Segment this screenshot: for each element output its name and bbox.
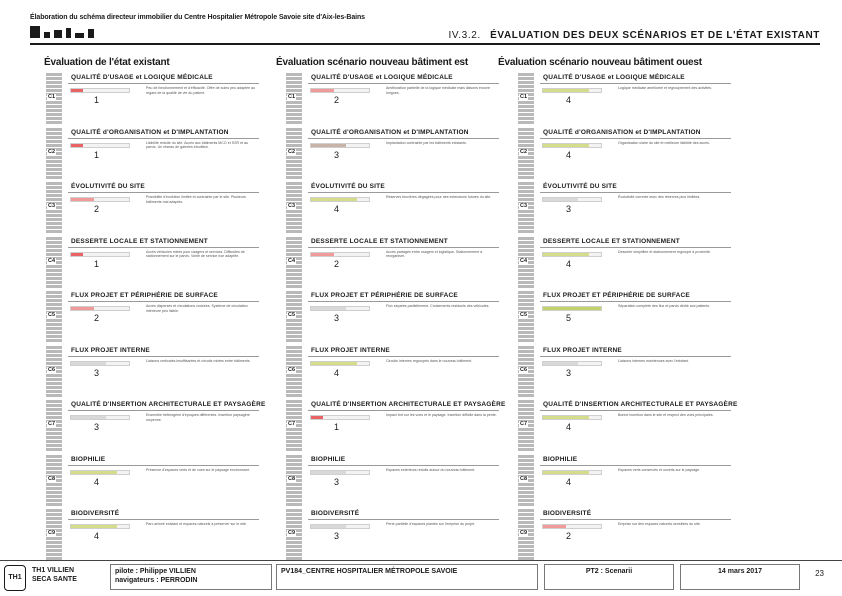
criterion-name: QUALITÉ D'USAGE et LOGIQUE MÉDICALE	[71, 74, 213, 81]
criterion-row	[518, 182, 733, 237]
criterion-rule	[540, 301, 731, 302]
criterion-description: Présence d'espaces verts et de vues sur le paysage environnant.	[146, 467, 250, 472]
score-bar	[70, 306, 130, 311]
criterion-row	[46, 73, 261, 128]
criterion-description: Emprise sur des espaces naturels sensibles du site.	[618, 522, 701, 526]
criterion-description: Accès partagés entre usagers et logistique. Stationnement à réorganiser.	[386, 249, 483, 259]
criterion-description: Perte partielle d'espaces plantés sur l'emprise du projet.	[386, 522, 476, 526]
score-bar-fill	[71, 307, 94, 310]
criterion-name: DESSERTE LOCALE ET STATIONNEMENT	[71, 237, 208, 245]
criterion-name: QUALITÉ D'USAGE et LOGIQUE MÉDICALE	[311, 74, 453, 81]
criterion-id: C9	[48, 530, 56, 536]
criterion-gutter	[518, 237, 534, 289]
criterion-rule	[68, 465, 259, 466]
criterion-score: 3	[566, 204, 572, 214]
criterion-name: QUALITÉ d'ORGANISATION et D'IMPLANTATION	[311, 128, 469, 136]
criterion-score: 1	[94, 95, 100, 105]
criterion-name: QUALITÉ D'USAGE et LOGIQUE MÉDICALE	[543, 74, 685, 81]
column-title-east: Évaluation scénario nouveau bâtiment est	[276, 57, 469, 68]
criterion-score: 2	[94, 313, 100, 323]
score-bar	[310, 415, 370, 420]
criterion-rule	[308, 83, 499, 84]
criterion-id: C8	[288, 475, 296, 482]
criterion-id: C7	[288, 421, 296, 427]
criterion-score: 4	[334, 204, 340, 214]
score-bar	[310, 88, 370, 93]
criterion-name: QUALITÉ D'INSERTION ARCHITECTURALE ET PAYSAGÈRE	[543, 401, 738, 408]
score-bar	[542, 88, 602, 93]
criterion-row	[286, 182, 501, 237]
score-bar-fill	[311, 144, 346, 147]
score-bar-fill	[311, 416, 323, 419]
criterion-row	[46, 509, 261, 564]
criterion-name: DESSERTE LOCALE ET STATIONNEMENT	[311, 237, 448, 245]
criterion-score: 1	[94, 149, 100, 160]
logo-strip	[30, 26, 94, 38]
score-bar-fill	[543, 253, 589, 256]
criterion-id: C4	[288, 257, 296, 264]
criterion-id: C9	[520, 530, 528, 536]
criterion-score: 4	[566, 476, 572, 487]
criterion-description: Parc arboré existant et espaces naturels à préserver sur le site.	[146, 522, 247, 526]
criterion-name: FLUX PROJET INTERNE	[311, 346, 390, 354]
criterion-gutter	[518, 73, 534, 125]
criterion-name: FLUX PROJET ET PÉRIPHÉRIE DE SURFACE	[543, 292, 690, 299]
criterion-rule	[308, 247, 499, 248]
score-bar-fill	[543, 362, 578, 365]
score-bar	[542, 197, 602, 202]
column-title-existing: Évaluation de l'état existant	[44, 57, 170, 68]
criterion-score: 4	[566, 95, 572, 105]
score-bar	[310, 470, 370, 475]
criterion-id: C9	[288, 530, 296, 536]
criterion-description: Bonne insertion dans le site et respect des vues principales.	[618, 413, 714, 417]
criterion-row	[286, 73, 501, 128]
criterion-rule	[540, 356, 731, 357]
criterion-score: 3	[334, 149, 340, 160]
criterion-row	[286, 128, 501, 183]
score-bar-fill	[543, 144, 589, 147]
criterion-gutter	[286, 346, 302, 398]
criterion-id: C2	[520, 148, 528, 155]
score-bar-fill	[71, 144, 83, 147]
section-number: IV.3.2.	[448, 30, 481, 41]
criterion-name: FLUX PROJET INTERNE	[71, 346, 150, 354]
footer-org-line2: SECA SANTE	[32, 576, 77, 583]
header-rule	[30, 43, 820, 45]
criterion-row	[46, 400, 266, 455]
criterion-gutter	[286, 73, 302, 125]
column-east	[286, 73, 506, 564]
score-bar-fill	[71, 525, 117, 528]
criterion-name: QUALITÉ d'ORGANISATION et D'IMPLANTATION	[71, 128, 229, 136]
criterion-id: C1	[48, 94, 56, 100]
criterion-description: Espaces verts conservés et ouverts sur le paysage.	[618, 467, 701, 472]
criterion-name: ÉVOLUTIVITÉ DU SITE	[71, 183, 145, 190]
criterion-row	[518, 291, 733, 346]
criterion-description: Peu de fonctionnement et d'efficacité. Offre de soins peu adaptée au regard de la qualité de vie du patient.	[146, 86, 256, 95]
criterion-gutter	[286, 182, 302, 234]
criterion-rule	[540, 465, 731, 466]
criterion-row	[518, 346, 733, 401]
criterion-score: 2	[566, 531, 572, 541]
score-bar-fill	[311, 253, 334, 256]
criterion-score: 4	[566, 258, 572, 269]
criterion-name: BIODIVERSITÉ	[311, 510, 360, 517]
criterion-gutter	[46, 346, 62, 398]
criterion-description: Circuits internes regroupés dans le nouveau bâtiment.	[386, 358, 473, 363]
criterion-gutter	[46, 291, 62, 343]
criterion-id: C5	[48, 312, 56, 318]
score-bar-fill	[311, 198, 357, 201]
score-bar-fill	[311, 525, 346, 528]
criterion-rule	[68, 192, 259, 193]
score-bar-fill	[311, 89, 334, 92]
criterion-score: 4	[566, 422, 572, 432]
criterion-gutter	[518, 182, 534, 234]
criterion-row	[518, 73, 733, 128]
criterion-name: FLUX PROJET ET PÉRIPHÉRIE DE SURFACE	[311, 292, 458, 299]
criterion-gutter	[46, 509, 62, 561]
criterion-score: 2	[334, 258, 340, 269]
criterion-gutter	[286, 291, 302, 343]
criterion-rule	[68, 356, 259, 357]
score-bar-fill	[543, 307, 601, 310]
criterion-row	[286, 455, 501, 510]
criterion-gutter	[46, 455, 62, 507]
criterion-score: 4	[94, 531, 100, 541]
criterion-id: C1	[520, 94, 528, 100]
score-bar	[542, 470, 602, 475]
footer-team	[110, 564, 272, 590]
criterion-row	[46, 291, 261, 346]
score-bar-fill	[71, 253, 83, 256]
document-title: Élaboration du schéma directeur immobilier du Centre Hospitalier Métropole Savoie site d'Aix-les-Bains	[30, 14, 365, 21]
column-title-west: Évaluation scénario nouveau bâtiment ouest	[498, 57, 702, 68]
criterion-gutter	[46, 400, 62, 452]
score-bar-fill	[311, 362, 357, 365]
criterion-rule	[308, 465, 499, 466]
criterion-row	[286, 400, 506, 455]
criterion-id: C2	[48, 148, 56, 155]
criterion-row	[518, 400, 738, 455]
criterion-name: BIODIVERSITÉ	[71, 510, 120, 517]
criterion-rule	[540, 247, 731, 248]
criterion-id: C3	[288, 203, 296, 209]
score-bar	[542, 306, 602, 311]
score-bar-fill	[311, 307, 346, 310]
score-bar-fill	[71, 416, 106, 419]
th1-logo: TH1	[4, 565, 26, 591]
criterion-gutter	[46, 182, 62, 234]
criterion-id: C8	[48, 475, 56, 482]
score-bar	[542, 361, 602, 366]
score-bar	[70, 361, 130, 366]
score-bar-fill	[71, 362, 106, 365]
score-bar	[70, 252, 130, 257]
score-bar	[310, 361, 370, 366]
score-bar-fill	[543, 525, 566, 528]
criterion-row	[518, 509, 733, 564]
criterion-score: 2	[94, 204, 100, 214]
criterion-id: C7	[520, 421, 528, 427]
score-bar-fill	[543, 416, 589, 419]
criterion-score: 3	[94, 422, 100, 432]
criterion-rule	[68, 138, 259, 139]
footer-project: PV184_CENTRE HOSPITALIER MÉTROPOLE SAVOIE	[276, 564, 538, 590]
score-bar	[70, 524, 130, 529]
criterion-description: Implantation contrainte par les bâtiments existants.	[386, 140, 467, 145]
footer-navigateurs: navigateurs : PERRODIN	[115, 576, 198, 584]
criterion-gutter	[518, 455, 534, 507]
criterion-name: BIOPHILIE	[71, 455, 106, 463]
criterion-description: Accès véhicules mixés pour usagers et services. Difficultés de stationnement sur le parvis. Voirie de service non adaptée.	[146, 249, 245, 259]
score-bar	[542, 524, 602, 529]
criterion-id: C5	[288, 312, 296, 318]
criterion-row	[286, 346, 501, 401]
criterion-name: BIOPHILIE	[311, 455, 346, 463]
criterion-description: Séparation complète des flux et parvis dédié aux patients.	[618, 304, 711, 308]
criterion-row	[518, 128, 733, 183]
criterion-score: 4	[94, 476, 100, 487]
criterion-rule	[308, 519, 499, 520]
criterion-description: Organisation claire du site et meilleure lisibilité des accès.	[618, 140, 710, 145]
criterion-row	[286, 509, 501, 564]
criterion-score: 2	[334, 95, 340, 105]
criterion-score: 3	[334, 476, 340, 487]
criterion-score: 1	[94, 258, 100, 269]
score-bar	[70, 197, 130, 202]
score-bar	[70, 88, 130, 93]
criterion-name: ÉVOLUTIVITÉ DU SITE	[543, 183, 617, 190]
footer-org	[32, 566, 77, 584]
criterion-description: Impact fort sur les vues et le paysage. Insertion difficile dans la pente.	[386, 413, 497, 417]
criterion-row	[46, 182, 261, 237]
criterion-row	[46, 237, 261, 292]
score-bar-fill	[71, 198, 94, 201]
score-bar	[542, 143, 602, 148]
section-title: ÉVALUATION DES DEUX SCÉNARIOS ET DE L'ÉTAT EXISTANT	[490, 30, 820, 41]
criterion-gutter	[286, 128, 302, 180]
criterion-id: C7	[48, 421, 56, 427]
score-bar	[310, 197, 370, 202]
score-bar-fill	[543, 89, 589, 92]
criterion-rule	[68, 301, 259, 302]
criterion-gutter	[518, 291, 534, 343]
score-bar	[542, 252, 602, 257]
score-bar-fill	[543, 198, 578, 201]
criterion-name: FLUX PROJET ET PÉRIPHÉRIE DE SURFACE	[71, 292, 218, 299]
page-number: 23	[815, 569, 824, 578]
criterion-id: C4	[48, 257, 56, 264]
criterion-id: C4	[520, 257, 528, 264]
criterion-name: FLUX PROJET INTERNE	[543, 346, 622, 354]
criterion-name: QUALITÉ d'ORGANISATION et D'IMPLANTATION	[543, 128, 701, 136]
criterion-description: Accès dispersés et circulations croisées. Système de circulation intérieure peu lisible.	[146, 304, 248, 313]
criterion-id: C6	[288, 366, 296, 373]
criterion-score: 3	[334, 531, 340, 541]
criterion-description: Espaces extérieurs réduits autour du nouveau bâtiment.	[386, 467, 476, 472]
score-bar	[70, 143, 130, 148]
score-bar	[70, 470, 130, 475]
criterion-id: C3	[48, 203, 56, 209]
criterion-rule	[68, 519, 259, 520]
criterion-row	[46, 128, 261, 183]
score-bar	[310, 143, 370, 148]
criterion-id: C5	[520, 312, 528, 318]
criterion-name: BIODIVERSITÉ	[543, 510, 592, 517]
criterion-gutter	[286, 400, 302, 452]
criterion-score: 3	[94, 367, 100, 378]
criterion-name: ÉVOLUTIVITÉ DU SITE	[311, 183, 385, 190]
criterion-row	[286, 291, 501, 346]
column-existing	[46, 73, 266, 564]
criterion-id: C6	[520, 366, 528, 373]
criterion-gutter	[518, 400, 534, 452]
criterion-gutter	[518, 509, 534, 561]
criterion-id: C2	[288, 148, 296, 155]
criterion-name: QUALITÉ D'INSERTION ARCHITECTURALE ET PAYSAGÈRE	[311, 401, 506, 408]
score-bar	[70, 415, 130, 420]
criterion-score: 5	[566, 313, 572, 323]
criterion-row	[286, 237, 501, 292]
column-west	[518, 73, 738, 564]
criterion-score: 3	[334, 313, 340, 323]
criterion-name: BIOPHILIE	[543, 455, 578, 463]
criterion-gutter	[46, 73, 62, 125]
criterion-description: Logique médicale améliorée et regroupement des activités.	[618, 86, 713, 90]
criterion-description: Liaisons verticales insuffisantes et circuits mixtes entre bâtiments.	[146, 358, 251, 363]
footer	[0, 560, 842, 596]
criterion-id: C3	[520, 203, 528, 209]
footer-org-line1: TH1 VILLIEN	[32, 567, 75, 574]
criterion-description: Amélioration partielle de la logique médicale mais liaisons encore longues.	[386, 86, 490, 95]
criterion-rule	[308, 192, 499, 193]
criterion-name: DESSERTE LOCALE ET STATIONNEMENT	[543, 237, 680, 245]
criterion-name: QUALITÉ D'INSERTION ARCHITECTURALE ET PAYSAGÈRE	[71, 401, 266, 408]
criterion-description: Possibilité d'évolution limitée et contrainte par le site. Plusieurs bâtiments mal adaptés.	[146, 195, 246, 204]
criterion-description: Flux séparés partiellement. Croisements résiduels des véhicules.	[386, 304, 490, 308]
criterion-gutter	[518, 346, 534, 398]
criterion-description: Ensemble hétérogène d'époques différentes. Insertion paysagère moyenne.	[146, 413, 250, 422]
score-bar	[310, 252, 370, 257]
criterion-gutter	[286, 509, 302, 561]
criterion-id: C1	[288, 94, 296, 100]
score-bar-fill	[71, 471, 117, 474]
criterion-description: Liaisons internes maintenues avec l'existant.	[618, 358, 690, 363]
criterion-rule	[540, 410, 731, 411]
footer-date: 14 mars 2017	[680, 564, 800, 590]
score-bar-fill	[311, 471, 346, 474]
criterion-description: Lisibilité réduite du site. Accès aux bâtiments MCO et SSR et au parvis. Un réseau de galeries étouffant.	[146, 140, 249, 150]
criterion-gutter	[46, 128, 62, 180]
score-bar	[310, 524, 370, 529]
criterion-rule	[540, 192, 731, 193]
criterion-score: 3	[566, 367, 572, 378]
criterion-description: Desserte simplifiée et stationnement regroupé à proximité.	[618, 249, 711, 254]
criterion-row	[46, 455, 261, 510]
criterion-row	[518, 237, 733, 292]
criterion-rule	[540, 519, 731, 520]
criterion-id: C6	[48, 366, 56, 373]
footer-phase: PT2 : Scenarii	[544, 564, 674, 590]
criterion-rule	[540, 138, 731, 139]
score-bar	[542, 415, 602, 420]
criterion-rule	[540, 83, 731, 84]
criterion-rule	[308, 301, 499, 302]
criterion-rule	[308, 410, 499, 411]
criterion-description: Évolutivité correcte avec des réserves plus limitées.	[618, 195, 701, 199]
score-bar-fill	[543, 471, 589, 474]
criterion-gutter	[518, 128, 534, 180]
footer-pilote: pilote : Philippe VILLIEN	[115, 568, 196, 575]
criterion-rule	[308, 138, 499, 139]
criterion-gutter	[46, 237, 62, 289]
score-bar	[310, 306, 370, 311]
criterion-row	[46, 346, 261, 401]
criterion-gutter	[286, 237, 302, 289]
criterion-score: 1	[334, 422, 340, 432]
criterion-score: 4	[566, 149, 572, 160]
criterion-id: C8	[520, 475, 528, 482]
criterion-rule	[68, 83, 259, 84]
criterion-rule	[308, 356, 499, 357]
criterion-description: Réserves foncières dégagées pour des extensions futures du site.	[386, 195, 492, 199]
score-bar-fill	[71, 89, 83, 92]
criterion-rule	[68, 410, 259, 411]
criterion-row	[518, 455, 733, 510]
criterion-gutter	[286, 455, 302, 507]
criterion-score: 4	[334, 367, 340, 378]
section-heading	[449, 30, 820, 41]
criterion-rule	[68, 247, 259, 248]
